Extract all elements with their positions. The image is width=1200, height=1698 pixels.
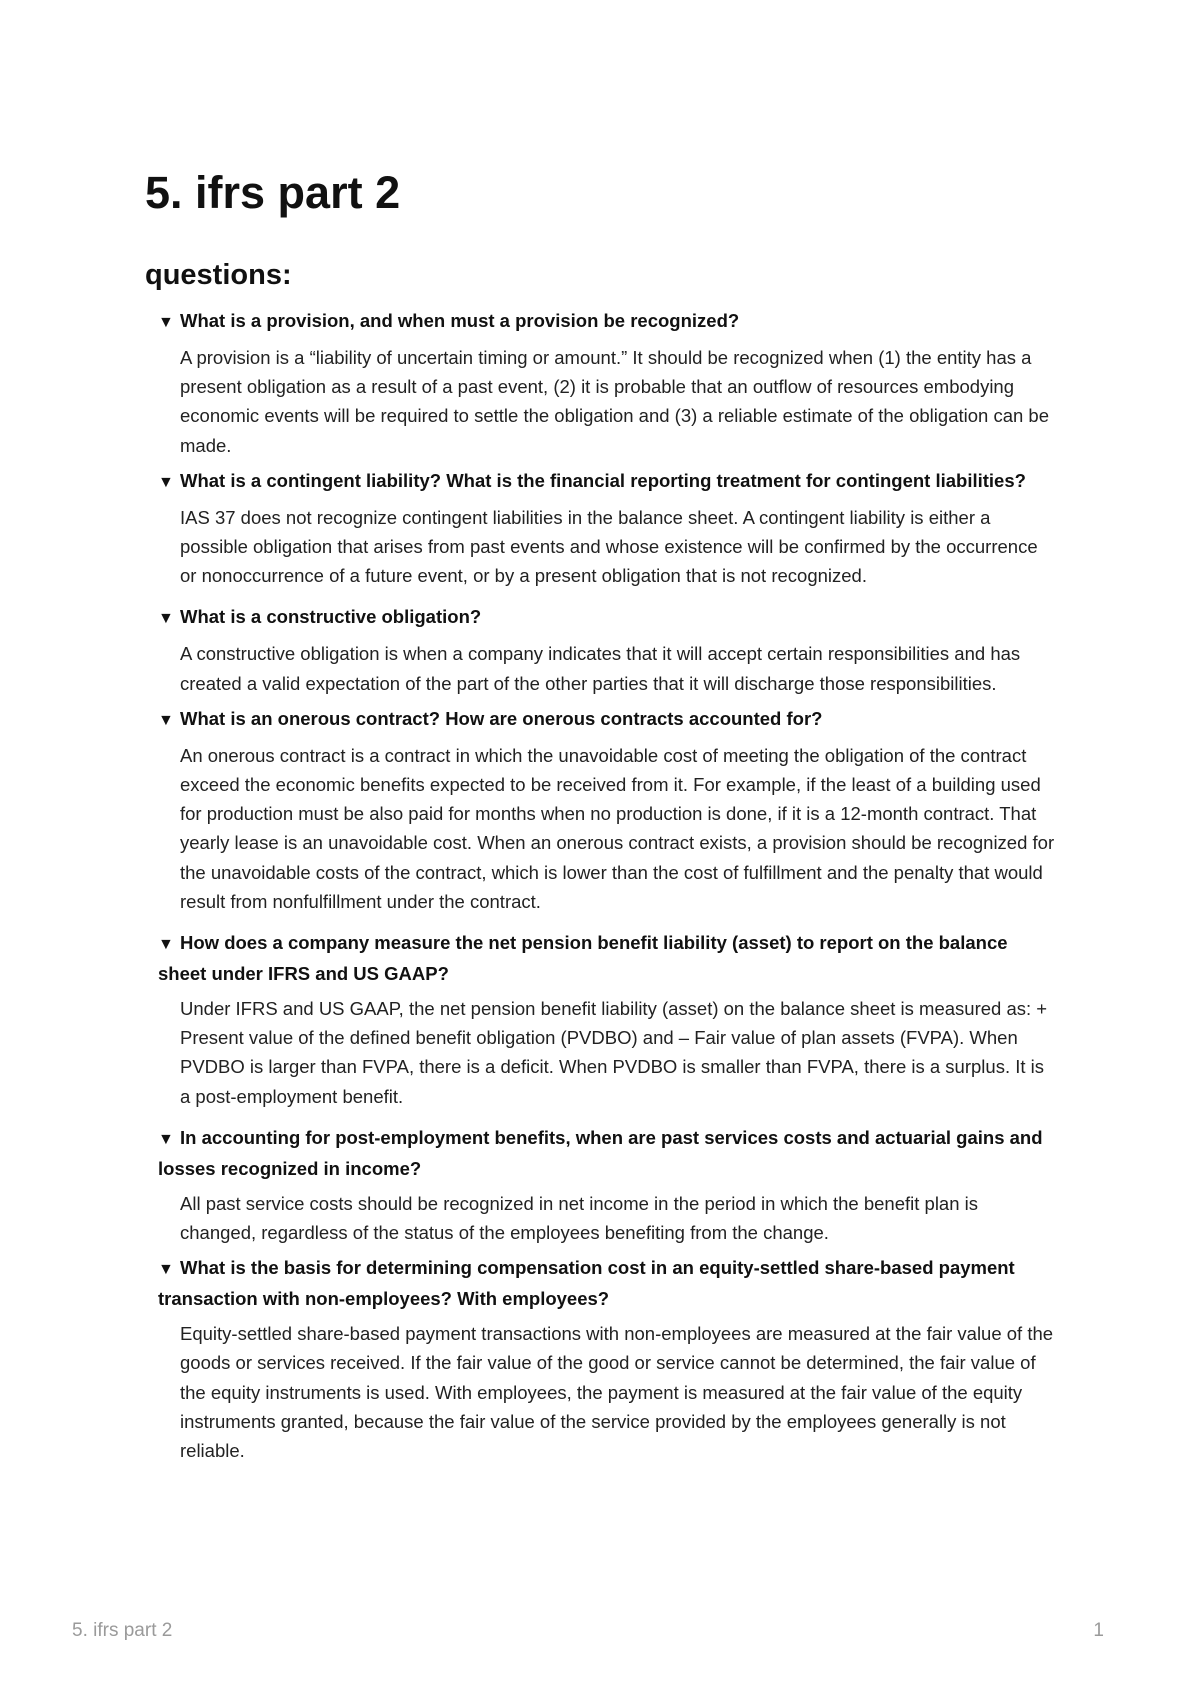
triangle-down-icon[interactable]: ▼ [158,473,174,491]
toggle-question[interactable] [158,1253,1058,1313]
page-title: 5. ifrs part 2 [145,167,401,218]
question-text: What is an onerous contract? How are onerous contracts accounted for? [180,707,823,729]
answer-text: Under IFRS and US GAAP, the net pension benefit liability (asset) on the balance sheet is measured as: + Present value of the defined benefit obligation (PVDBO) and – Fair value of plan assets (FVPA). When PVDBO is larger than FVPA, there is a deficit. When PVDBO is smaller than FVPA, there is a surplus. It is a post-employment benefit. [180,998,1048,1107]
answer-text: A provision is a “liability of uncertain timing or amount.” It should be recognized when (1) the entity has a present obligation as a result of a past event, (2) it is probable that an outflow of resources embodying economic events will be required to settle the obligation and (3) a reliable estimate of the obligation can be made. [180,347,1049,456]
answer-text: All past service costs should be recognized in net income in the period in which the benefit plan is changed, regardless of the status of the employees benefiting from the change. [180,1192,979,1244]
toggle-item [158,928,1058,1111]
footer-title: 5. ifrs part 2 [72,1620,173,1641]
toggle-item [158,306,1058,460]
toggle-item [158,704,1058,916]
footer-page-number: 1 [1093,1620,1104,1641]
question-text: How does a company measure the net pension benefit liability (asset) to report on the balance sheet under IFRS and US GAAP? [158,932,1008,985]
toggle-question[interactable] [158,466,1058,497]
toggle-item [158,466,1058,591]
toggle-question[interactable] [158,602,1058,633]
triangle-down-icon[interactable]: ▼ [158,711,174,729]
triangle-down-icon[interactable]: ▼ [158,610,174,628]
toggle-item [158,602,1058,697]
answer-text: Equity-settled share-based payment transactions with non-employees are measured at the fair value of the goods or services received. If the fair value of the good or service cannot be determined, the fair value of the equity instruments is used. With employees, the payment is measured at the fair value of the equity instruments granted, because the fair value of the service provided by the employees generally is not reliable. [180,1323,1054,1462]
question-text: What is a provision, and when must a provision be recognized? [180,310,740,331]
triangle-down-icon[interactable]: ▼ [158,1130,174,1148]
triangle-down-icon[interactable]: ▼ [158,1261,174,1279]
answer-text: IAS 37 does not recognize contingent liabilities in the balance sheet. A contingent liability is either a possible obligation that arises from past events and whose existence will be confirmed by the occurrence or nonoccurrence of a future event, or by a present obligation that is not recognized. [180,506,1038,587]
question-text: In accounting for post-employment benefits, when are past services costs and actuarial gains and losses recognized in income? [158,1126,1043,1179]
toggle-item [158,1253,1058,1465]
question-text: What is a constructive obligation? [180,606,482,628]
triangle-down-icon[interactable]: ▼ [158,314,174,331]
toggle-list [158,306,1058,1465]
answer-text: An onerous contract is a contract in which the unavoidable cost of meeting the obligation of the contract exceed the economic benefits expected to be received from it. For example, if the least of a building used for production must be also paid for months when no production is done, if it is a 12-month contract. That yearly lease is an unavoidable cost. When an onerous contract exists, a provision should be recognized for the unavoidable costs of the contract, which is lower than the cost of fulfillment and the penalty that would result from nonfulfillment under the contract. [180,744,1055,912]
toggle-item [158,1123,1058,1247]
toggle-question[interactable] [158,928,1058,988]
toggle-question[interactable] [158,704,1058,735]
question-text: What is the basis for determining compensation cost in an equity-settled share-based payment transaction with non-employees? With employees? [158,1257,1015,1310]
section-heading: questions: [145,259,292,291]
answer-text: A constructive obligation is when a company indicates that it will accept certain responsibilities and has created a valid expectation of the part of the other parties that it will discharge those responsibilities. [180,643,1021,694]
question-text: What is a contingent liability? What is the financial reporting treatment for contingent liabilities? [180,469,1026,491]
triangle-down-icon[interactable]: ▼ [158,936,174,954]
toggle-question[interactable] [158,306,1058,337]
toggle-question[interactable] [158,1123,1058,1183]
